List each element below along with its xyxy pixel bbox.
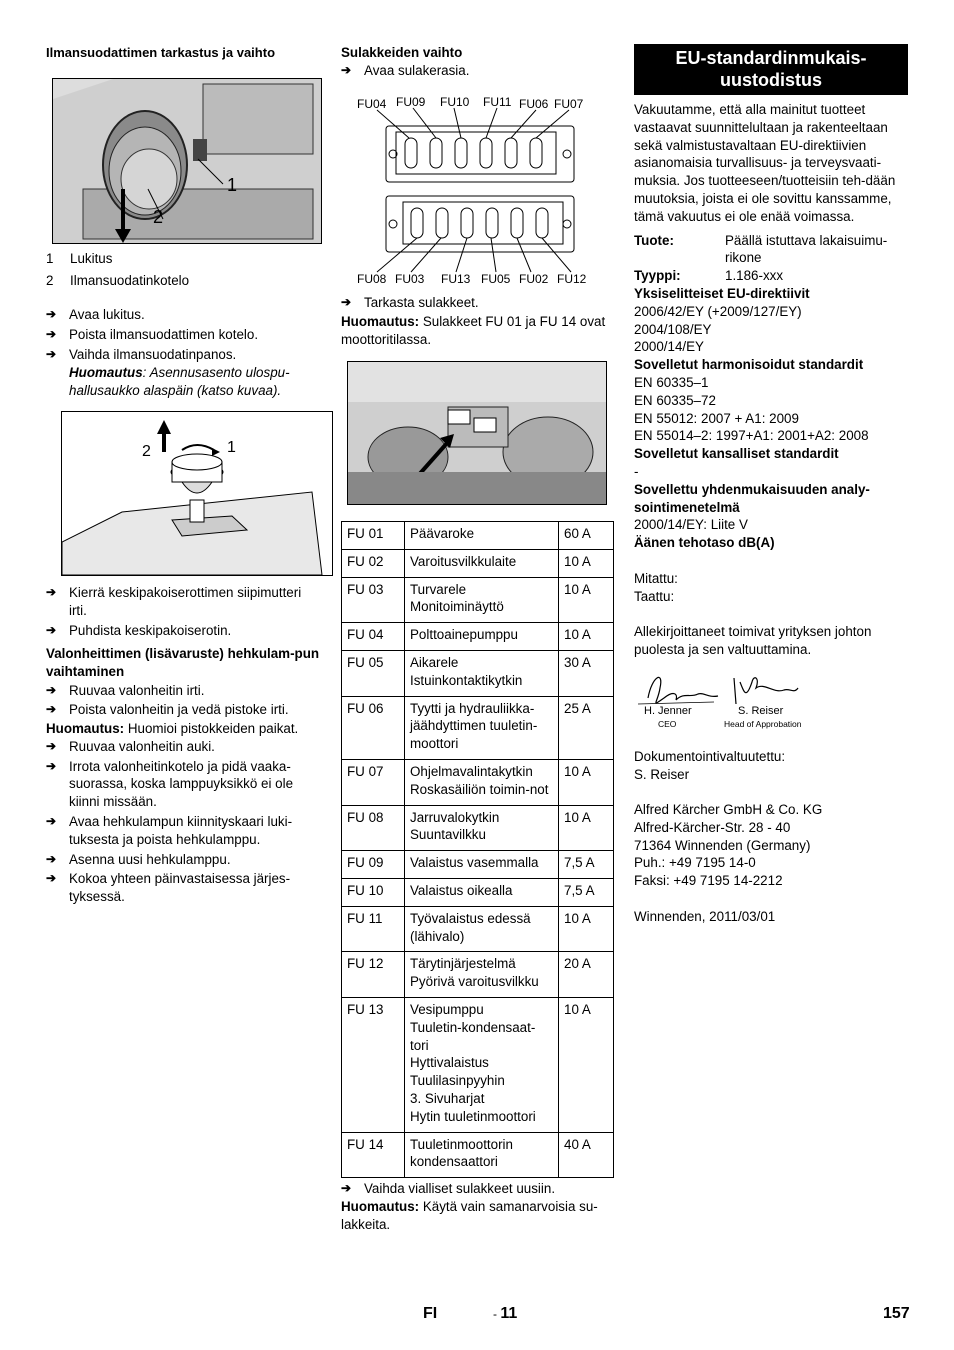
step-item: ➔ Kokoa yhteen päinvastaisessa järjes-tyksessä. bbox=[46, 870, 322, 906]
signature-block bbox=[634, 668, 908, 734]
fuse-id-cell: FU 06 bbox=[342, 696, 405, 759]
legend-item: 2 Ilmansuodatinkotelo bbox=[46, 272, 190, 288]
fuse-id-cell: FU 08 bbox=[342, 805, 405, 851]
measured-label: Mitattu: bbox=[634, 570, 678, 586]
cyclone-illustration bbox=[62, 412, 332, 575]
cyclone-figure bbox=[61, 411, 333, 576]
fuse-amp-cell: 7,5 A bbox=[559, 878, 614, 906]
fuse-amp-cell: 10 A bbox=[559, 623, 614, 651]
section-title-fuses: Sulakkeiden vaihto bbox=[341, 45, 463, 60]
fuse-row bbox=[342, 997, 614, 1132]
declaration-intro: Vakuutamme, että alla mainitut tuotteet vastaavat suunnittelultaan ja rakenteeltaan sekä valmistustavaltaan EU-direktiivien asianomaisia turvallisuus- ja terveysvaati-muksia. Jos tuotteeseen/tuotteisiin teh-dään muutoksia, joista ei ole sovittu kanssamme, tämä vakuutus ei ole enää voimassa. bbox=[634, 102, 896, 224]
directive-item: 2004/108/EY bbox=[634, 321, 712, 337]
column-left bbox=[46, 44, 322, 906]
fuse-desc-cell: Valaistus oikealla bbox=[405, 878, 559, 906]
fuse-desc-cell: Tyytti ja hydrauliikka-jäähdyttimen tuuletin-moottori bbox=[405, 696, 559, 759]
fuse-desc-cell: Tärytinjärjestelmä Pyörivä varoitusvilkku bbox=[405, 952, 559, 998]
fuse-row bbox=[342, 906, 614, 952]
fuse-amp-cell: 30 A bbox=[559, 650, 614, 696]
fuse-label: FU06 bbox=[519, 96, 549, 111]
fuse-desc-cell: Varoitusvilkkulaite bbox=[405, 549, 559, 577]
fuse-amp-cell: 10 A bbox=[559, 577, 614, 623]
step-item: ➔ Ruuvaa valonheitin irti. bbox=[46, 682, 322, 700]
fuse-amp-cell: 25 A bbox=[559, 696, 614, 759]
fuse-row bbox=[342, 623, 614, 651]
fuse-table bbox=[341, 521, 614, 1178]
fuse-row bbox=[342, 952, 614, 998]
fuse-row bbox=[342, 1132, 614, 1178]
fuse-row bbox=[342, 805, 614, 851]
signatory-1-name: H. Jenner bbox=[644, 704, 692, 717]
fuse-desc-cell: Valaistus vasemmalla bbox=[405, 851, 559, 879]
place-date: Winnenden, 2011/03/01 bbox=[634, 908, 776, 924]
national-label: Sovelletut kansalliset standardit bbox=[634, 446, 839, 462]
national-value: - bbox=[634, 463, 639, 479]
step-list-2 bbox=[46, 584, 322, 639]
fuse-label: FU13 bbox=[441, 271, 471, 286]
footer-language: FI bbox=[423, 1305, 438, 1322]
standard-item: EN 55014–2: 1997+A1: 2001+A2: 2008 bbox=[634, 428, 869, 444]
fuse-label: FU02 bbox=[519, 271, 549, 286]
section-title-air-filter: Ilmansuodattimen tarkastus ja vaihto bbox=[46, 45, 276, 60]
fuse-row bbox=[342, 851, 614, 879]
fuse-amp-cell: 10 A bbox=[559, 759, 614, 805]
fuse-id-cell: FU 01 bbox=[342, 521, 405, 549]
step-item: ➔ Asenna uusi hehkulamppu. bbox=[46, 851, 322, 869]
fuse-desc-cell: Turvarele Monitoiminäyttö bbox=[405, 577, 559, 623]
step-item: ➔ Avaa hehkulampun kiinnityskaari luki-tuksesta ja poista hehkulamppu. bbox=[46, 813, 322, 849]
fig2-callout-2: 2 bbox=[142, 443, 151, 461]
fuse-amp-cell: 10 A bbox=[559, 997, 614, 1132]
conformity-value: 2000/14/EY: Liite V bbox=[634, 517, 748, 533]
step-item: ➔ Tarkasta sulakkeet. bbox=[341, 294, 614, 312]
company-line: Puh.: +49 7195 14-0 bbox=[634, 855, 756, 871]
fuse-row bbox=[342, 759, 614, 805]
fuse-id-cell: FU 14 bbox=[342, 1132, 405, 1178]
fuse-amp-cell: 10 A bbox=[559, 906, 614, 952]
company-line: Faksi: +49 7195 14-2212 bbox=[634, 873, 783, 889]
fuse-id-cell: FU 04 bbox=[342, 623, 405, 651]
type-row: Tyyppi: 1.186-xxx bbox=[634, 268, 784, 284]
note-install-position: Huomautus: Asennusasento ulospu-hallusaukko alaspäin (katso kuvaa). bbox=[69, 364, 290, 398]
fuse-label: FU09 bbox=[396, 94, 426, 109]
fuse-desc-cell: Tuuletinmoottorin kondensaattori bbox=[405, 1132, 559, 1178]
step-item: ➔ Avaa sulakerasia. bbox=[341, 62, 614, 80]
standard-item: EN 60335–1 bbox=[634, 374, 709, 390]
fig1-callout-1: 1 bbox=[227, 174, 238, 195]
company-line: Alfred Kärcher GmbH & Co. KG bbox=[634, 802, 823, 818]
harmonised-label: Sovelletut harmonisoidut standardit bbox=[634, 357, 864, 373]
fuse-label: FU07 bbox=[554, 96, 584, 111]
fuse-amp-cell: 40 A bbox=[559, 1132, 614, 1178]
fuse-label: FU12 bbox=[557, 271, 587, 286]
fuse-id-cell: FU 07 bbox=[342, 759, 405, 805]
signatory-1-role: CEO bbox=[658, 718, 677, 729]
fuse-label: FU03 bbox=[395, 271, 425, 286]
fuse-desc-cell: Päävaroke bbox=[405, 521, 559, 549]
sound-label: Äänen tehotaso dB(A) bbox=[634, 535, 775, 551]
directive-item: 2006/42/EY (+2009/127/EY) bbox=[634, 303, 802, 319]
doc-auth-name: S. Reiser bbox=[634, 766, 690, 782]
step-item: ➔ Avaa lukitus. bbox=[46, 306, 322, 324]
fuse-label: FU10 bbox=[440, 94, 470, 109]
fuse-desc-cell: Ohjelmavalintakytkin Roskasäiliön toimin-not bbox=[405, 759, 559, 805]
fuse-row bbox=[342, 577, 614, 623]
note-engine-fuses: Huomautus: Sulakkeet FU 01 ja FU 14 ovat moottoritilassa. bbox=[341, 314, 606, 348]
step-item: ➔ Ruuvaa valonheitin auki. bbox=[46, 738, 322, 756]
section-title-lamp: Valonheittimen (lisävaruste) hehkulam-pun vaihtaminen bbox=[46, 645, 320, 679]
step-item: ➔ Irrota valonheitinkotelo ja pidä vaaka-suorassa, koska lamppuyksikkö ei ole kiinni missään. bbox=[46, 758, 322, 811]
figure-legend bbox=[46, 250, 322, 290]
footer-local-page: - 11 bbox=[493, 1305, 518, 1322]
fuse-amp-cell: 60 A bbox=[559, 521, 614, 549]
fuse-amp-cell: 10 A bbox=[559, 549, 614, 577]
fuse-id-cell: FU 05 bbox=[342, 650, 405, 696]
step-list-3 bbox=[46, 682, 322, 906]
air-filter-illustration bbox=[53, 79, 321, 243]
signatories-text: Allekirjoittaneet toimivat yrityksen johton puolesta ja sen valtuuttamina. bbox=[634, 624, 872, 657]
legend-item: 1 Lukitus bbox=[46, 250, 113, 266]
step-item: ➔ Poista ilmansuodattimen kotelo. bbox=[46, 326, 322, 344]
fuse-row bbox=[342, 549, 614, 577]
fuse-id-cell: FU 11 bbox=[342, 906, 405, 952]
company-line: Alfred-Kärcher-Str. 28 - 40 bbox=[634, 819, 791, 835]
fuse-amp-cell: 7,5 A bbox=[559, 851, 614, 879]
step-item: ➔ Vaihda ilmansuodatinpanos. bbox=[46, 346, 322, 364]
air-filter-figure bbox=[52, 78, 322, 244]
guaranteed-label: Taattu: bbox=[634, 588, 675, 604]
fuse-row bbox=[342, 521, 614, 549]
note-equal-fuses: Huomautus: Käytä vain samanarvoisia su-lakkeita. bbox=[341, 1198, 598, 1232]
fuse-row bbox=[342, 878, 614, 906]
step-item: ➔ Kierrä keskipakoiserottimen siipimutteri irti. bbox=[46, 584, 322, 620]
fuse-desc-cell: Työvalaistus edessä (lähivalo) bbox=[405, 906, 559, 952]
fuse-id-cell: FU 09 bbox=[342, 851, 405, 879]
column-middle bbox=[341, 44, 614, 1233]
doc-auth-label: Dokumentointivaltuutettu: bbox=[634, 748, 786, 764]
fuse-desc-cell: Polttoainepumppu bbox=[405, 623, 559, 651]
fuse-id-cell: FU 02 bbox=[342, 549, 405, 577]
fig2-callout-1: 1 bbox=[227, 439, 236, 457]
fuse-id-cell: FU 10 bbox=[342, 878, 405, 906]
engine-fuse-figure bbox=[347, 361, 607, 505]
standard-item: EN 55012: 2007 + A1: 2009 bbox=[634, 410, 799, 426]
product-row: Tuote: Päällä istuttava lakaisuimu-rikone bbox=[634, 232, 888, 266]
directives-label: Yksiselitteiset EU-direktiivit bbox=[634, 285, 810, 301]
declaration-heading: EU-standardinmukais-uustodistus bbox=[634, 44, 908, 95]
fuse-id-cell: FU 13 bbox=[342, 997, 405, 1132]
fuse-id-cell: FU 03 bbox=[342, 577, 405, 623]
fuse-label: FU11 bbox=[483, 94, 512, 109]
fuse-box-diagram bbox=[341, 84, 614, 294]
fuse-desc-cell: Vesipumppu Tuuletin-kondensaat-tori Hyttivalaistus Tuulilasinpyyhin 3. Sivuharjat Hytin tuuletinmoottori bbox=[405, 997, 559, 1132]
fuse-label: FU04 bbox=[357, 96, 387, 111]
signatory-2-name: S. Reiser bbox=[738, 704, 784, 717]
fuse-row bbox=[342, 650, 614, 696]
fuse-amp-cell: 20 A bbox=[559, 952, 614, 998]
signatory-2-role: Head of Approbation bbox=[724, 718, 802, 729]
fuse-amp-cell: 10 A bbox=[559, 805, 614, 851]
fuse-id-cell: FU 12 bbox=[342, 952, 405, 998]
engine-fuse-illustration bbox=[348, 362, 606, 504]
footer-page-number: 157 bbox=[883, 1305, 910, 1322]
fuse-row bbox=[342, 696, 614, 759]
company-line: 71364 Winnenden (Germany) bbox=[634, 837, 811, 853]
fuse-desc-cell: Aikarele Istuinkontaktikytkin bbox=[405, 650, 559, 696]
standard-item: EN 60335–72 bbox=[634, 392, 716, 408]
column-right bbox=[634, 44, 908, 926]
step-list-1 bbox=[46, 306, 322, 399]
step-item: ➔ Vaihda vialliset sulakkeet uusiin. bbox=[341, 1180, 614, 1198]
fuse-desc-cell: Jarruvalokytkin Suuntavilkku bbox=[405, 805, 559, 851]
fuse-box-illustration bbox=[341, 84, 614, 294]
directive-item: 2000/14/EY bbox=[634, 339, 704, 355]
step-item: ➔ Puhdista keskipakoiserotin. bbox=[46, 622, 322, 640]
fuse-label: FU05 bbox=[481, 271, 511, 286]
fuse-label: FU08 bbox=[357, 271, 387, 286]
fig1-callout-2: 2 bbox=[153, 206, 164, 227]
conformity-label: Sovellettu yhdenmukaisuuden analy-sointimenetelmä bbox=[634, 481, 870, 515]
step-item: ➔ Poista valonheitin ja vedä pistoke irti. bbox=[46, 701, 322, 719]
note-plugs: Huomautus: Huomioi pistokkeiden paikat. bbox=[46, 720, 299, 736]
